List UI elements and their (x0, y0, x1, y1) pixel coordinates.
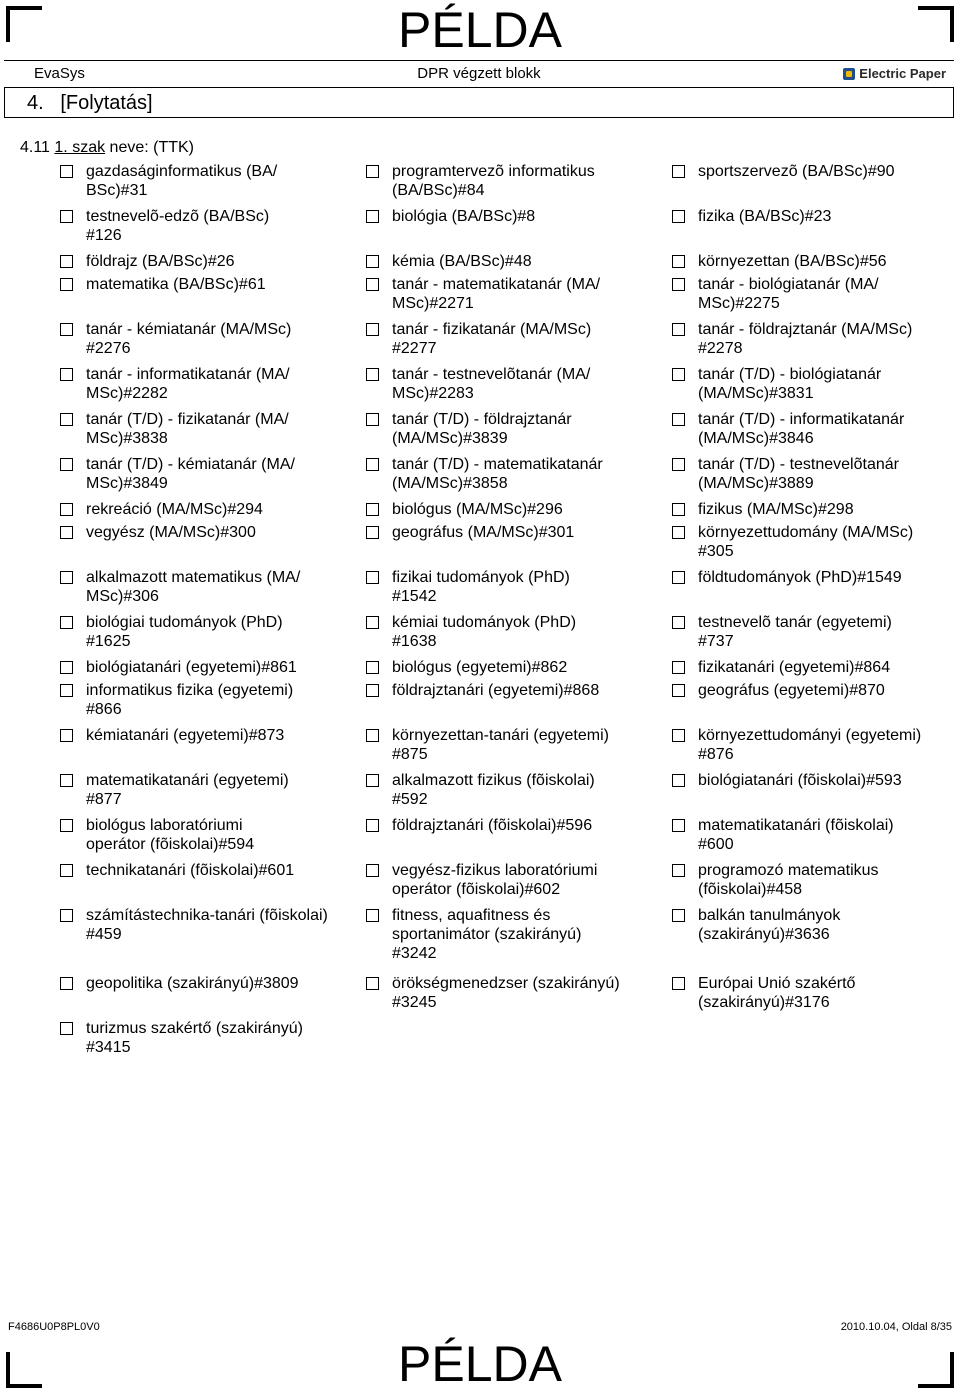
checkbox[interactable] (60, 819, 73, 832)
section-title: 4. [Folytatás] (27, 92, 153, 114)
checkbox[interactable] (60, 210, 73, 223)
checkbox[interactable] (366, 661, 379, 674)
option-label: testnevelõ tanár (egyetemi) #737 (698, 614, 892, 650)
option-label: technikatanári (fõiskolai)#601 (86, 862, 295, 879)
checkbox[interactable] (672, 413, 685, 426)
option-label: programtervezõ informatikus (BA/BSc)#84 (392, 163, 595, 199)
option-label: tanár (T/D) - biológiatanár (MA/MSc)#3831 (698, 366, 882, 402)
option-label: tanár (T/D) - földrajztanár (MA/MSc)#3839 (392, 411, 572, 447)
checkbox[interactable] (672, 571, 685, 584)
checkbox[interactable] (672, 909, 685, 922)
option-label: földrajztanári (fõiskolai)#596 (392, 817, 593, 834)
header-app-name: EvaSys (34, 65, 85, 82)
checkbox[interactable] (366, 413, 379, 426)
option-label: tanár - matematikatanár (MA/ MSc)#2271 (392, 276, 601, 312)
checkbox[interactable] (672, 255, 685, 268)
checkbox[interactable] (672, 864, 685, 877)
checkbox[interactable] (60, 977, 73, 990)
option-label: biológus (egyetemi)#862 (392, 659, 568, 676)
option-label: tanár - kémiatanár (MA/MSc) #2276 (86, 321, 292, 357)
checkbox[interactable] (60, 255, 73, 268)
option-label: sportszervezõ (BA/BSc)#90 (698, 163, 895, 180)
checkbox[interactable] (60, 729, 73, 742)
checkbox[interactable] (672, 458, 685, 471)
option-label: tanár (T/D) - informatikatanár (MA/MSc)#3846 (698, 411, 905, 447)
option-label: biológia (BA/BSc)#8 (392, 208, 536, 225)
option-label: tanár (T/D) - fizikatanár (MA/ MSc)#3838 (86, 411, 289, 447)
checkbox[interactable] (366, 684, 379, 697)
checkbox[interactable] (366, 729, 379, 742)
checkbox[interactable] (366, 819, 379, 832)
checkbox[interactable] (60, 413, 73, 426)
checkbox[interactable] (60, 458, 73, 471)
logo-icon (843, 68, 855, 80)
option-label: gazdaságinformatikus (BA/ BSc)#31 (86, 163, 278, 199)
option-label: vegyész (MA/MSc)#300 (86, 524, 256, 541)
checkbox[interactable] (672, 165, 685, 178)
option-label: környezettan (BA/BSc)#56 (698, 253, 887, 270)
logo-text: Electric Paper (859, 66, 946, 81)
checkbox[interactable] (366, 255, 379, 268)
checkbox[interactable] (672, 368, 685, 381)
option-label: környezettudományi (egyetemi) #876 (698, 727, 922, 763)
checkbox[interactable] (672, 729, 685, 742)
checkbox[interactable] (672, 616, 685, 629)
question-heading (20, 139, 194, 157)
checkbox[interactable] (366, 503, 379, 516)
option-label: balkán tanulmányok (szakirányú)#3636 (698, 907, 841, 943)
option-label: geográfus (MA/MSc)#301 (392, 524, 575, 541)
checkbox[interactable] (366, 323, 379, 336)
option-label: kémiai tudományok (PhD) #1638 (392, 614, 577, 650)
option-label: fizikus (MA/MSc)#298 (698, 501, 854, 518)
checkbox[interactable] (366, 526, 379, 539)
page-header (4, 60, 954, 88)
checkbox[interactable] (672, 661, 685, 674)
header-block-title: DPR végzett blokk (417, 65, 541, 82)
option-label: turizmus szakértő (szakirányú) #3415 (86, 1020, 303, 1056)
checkbox[interactable] (366, 864, 379, 877)
checkbox[interactable] (60, 526, 73, 539)
checkbox[interactable] (672, 684, 685, 697)
option-label: fizika (BA/BSc)#23 (698, 208, 832, 225)
checkbox[interactable] (366, 774, 379, 787)
option-label: tanár (T/D) - matematikatanár (MA/MSc)#3858 (392, 456, 603, 492)
checkbox[interactable] (60, 323, 73, 336)
checkbox[interactable] (60, 661, 73, 674)
option-label: alkalmazott fizikus (fõiskolai) #592 (392, 772, 595, 808)
option-label: alkalmazott matematikus (MA/ MSc)#306 (86, 569, 301, 605)
checkbox[interactable] (60, 368, 73, 381)
checkbox[interactable] (60, 571, 73, 584)
checkbox[interactable] (60, 165, 73, 178)
option-label: geopolitika (szakirányú)#3809 (86, 975, 299, 992)
option-label: földrajztanári (egyetemi)#868 (392, 682, 600, 699)
option-label: kémia (BA/BSc)#48 (392, 253, 532, 270)
checkbox[interactable] (60, 278, 73, 291)
watermark-bottom: PÉLDA (398, 1336, 562, 1392)
option-label: vegyész-fizikus laboratóriumi operátor (fõiskolai)#602 (392, 862, 598, 898)
checkbox[interactable] (60, 864, 73, 877)
checkbox[interactable] (672, 977, 685, 990)
option-label: tanár - informatikatanár (MA/ MSc)#2282 (86, 366, 290, 402)
option-label: Európai Unió szakértő (szakirányú)#3176 (698, 975, 856, 1011)
checkbox[interactable] (672, 819, 685, 832)
option-label: fitness, aquafitness és sportanimátor (szakirányú) #3242 (392, 907, 582, 962)
option-label: örökségmenedzser (szakirányú) #3245 (392, 975, 620, 1011)
option-label: tanár - fizikatanár (MA/MSc) #2277 (392, 321, 592, 357)
option-label: matematika (BA/BSc)#61 (86, 276, 266, 293)
option-label: tanár - biológiatanár (MA/ MSc)#2275 (698, 276, 879, 312)
checkbox[interactable] (366, 368, 379, 381)
question-text: neve: (TTK) (105, 139, 194, 156)
option-label: biológus (MA/MSc)#296 (392, 501, 563, 518)
option-label: tanár (T/D) - testnevelõtanár (MA/MSc)#3889 (698, 456, 899, 492)
checkbox[interactable] (366, 571, 379, 584)
option-label: környezettan-tanári (egyetemi) #875 (392, 727, 609, 763)
checkbox[interactable] (672, 210, 685, 223)
checkbox[interactable] (60, 616, 73, 629)
checkbox[interactable] (672, 503, 685, 516)
option-label: matematikatanári (egyetemi) #877 (86, 772, 289, 808)
section-header (4, 87, 954, 118)
checkbox[interactable] (60, 909, 73, 922)
option-label: fizikai tudományok (PhD) #1542 (392, 569, 570, 605)
option-label: matematikatanári (fõiskolai) #600 (698, 817, 894, 853)
checkbox[interactable] (366, 210, 379, 223)
question-label: 1. szak (54, 139, 106, 156)
option-label: programozó matematikus (fõiskolai)#458 (698, 862, 879, 898)
checkbox[interactable] (366, 909, 379, 922)
footer-form-code: F4686U0P8PL0V0 (8, 1321, 100, 1333)
question-number: 4.11 (20, 139, 55, 156)
option-label: fizikatanári (egyetemi)#864 (698, 659, 891, 676)
option-label: földrajz (BA/BSc)#26 (86, 253, 235, 270)
watermark-top: PÉLDA (398, 2, 562, 58)
option-label: rekreáció (MA/MSc)#294 (86, 501, 263, 518)
option-label: biológus laboratóriumi operátor (fõiskolai)#594 (86, 817, 255, 853)
option-label: biológiatanári (fõiskolai)#593 (698, 772, 902, 789)
option-label: tanár - földrajztanár (MA/MSc) #2278 (698, 321, 913, 357)
checkbox[interactable] (672, 774, 685, 787)
option-label: testnevelõ-edzõ (BA/BSc) #126 (86, 208, 270, 244)
option-label: informatikus fizika (egyetemi) #866 (86, 682, 294, 718)
checkbox[interactable] (366, 165, 379, 178)
checkbox[interactable] (672, 526, 685, 539)
checkbox[interactable] (672, 323, 685, 336)
checkbox[interactable] (60, 1022, 73, 1035)
electric-paper-logo (843, 66, 946, 81)
option-label: geográfus (egyetemi)#870 (698, 682, 885, 699)
option-label: biológiatanári (egyetemi)#861 (86, 659, 297, 676)
option-label: kémiatanári (egyetemi)#873 (86, 727, 285, 744)
option-label: tanár - testnevelõtanár (MA/ MSc)#2283 (392, 366, 591, 402)
checkbox[interactable] (366, 278, 379, 291)
option-label: számítástechnika-tanári (fõiskolai) #459 (86, 907, 328, 943)
checkbox[interactable] (60, 684, 73, 697)
checkbox[interactable] (672, 278, 685, 291)
checkbox[interactable] (366, 616, 379, 629)
option-label: tanár (T/D) - kémiatanár (MA/ MSc)#3849 (86, 456, 295, 492)
checkbox[interactable] (366, 458, 379, 471)
option-label: biológiai tudományok (PhD) #1625 (86, 614, 283, 650)
footer-date-page: 2010.10.04, Oldal 8/35 (840, 1321, 952, 1333)
checkbox[interactable] (60, 503, 73, 516)
checkbox[interactable] (60, 774, 73, 787)
option-label: környezettudomány (MA/MSc) #305 (698, 524, 914, 560)
checkbox[interactable] (366, 977, 379, 990)
option-label: földtudományok (PhD)#1549 (698, 569, 902, 586)
